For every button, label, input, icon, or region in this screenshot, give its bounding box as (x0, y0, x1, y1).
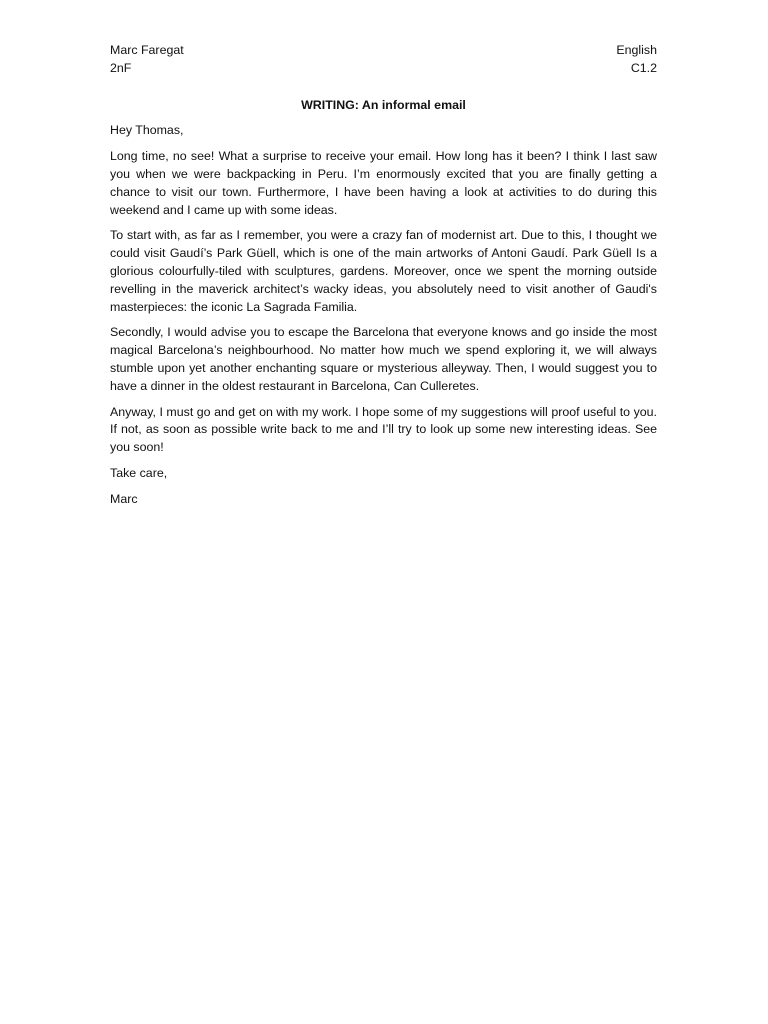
document-page (110, 42, 657, 509)
body-paragraph-1: Long time, no see! What a surprise to receive your email. How long has it been? I think I last saw you when we were backpacking in Peru. I’m enormously excited that you are finally getting a chance to visit our town. Furthermore, I have been having a look at activities to do during this weekend and I came up with some ideas. (110, 149, 657, 217)
email-signature: Marc (110, 491, 138, 506)
body-paragraph-4: Anyway, I must go and get on with my work. I hope some of my suggestions will proof useful to you. If not, as soon as possible write back to me and I’ll try to look up some new interesting ideas. See you soon! (110, 404, 657, 455)
header-row-1 (110, 42, 657, 60)
header-row-2 (110, 60, 657, 78)
body-paragraph-2: To start with, as far as I remember, you were a crazy fan of modernist art. Due to this, I thought we could visit Gaudí’s Park Güell, which is one of the main artworks of Antoni Gaudí. Park Güell Is a glorious colourfully-tiled with sculptures, gardens. Moreover, once we spent the morning outside revelling in the maverick architect’s wacky ideas, you absolutely need to visit another of Gaudi's masterpieces: the iconic La Sagrada Familia. (110, 228, 657, 314)
email-greeting: Hey Thomas, (110, 123, 184, 138)
subject-label: English (616, 43, 657, 57)
class-group: 2nF (110, 60, 132, 75)
document-title: WRITING: An informal email (301, 97, 466, 112)
body-paragraph-3: Secondly, I would advise you to escape the Barcelona that everyone knows and go inside the most magical Barcelona’s neighbourhood. No matter how much we spend exploring it, we will always stumble upon yet another enchanting square or mysterious alleyway. Then, I would suggest you to have a dinner in the oldest restaurant in Barcelona, Can Culleretes. (110, 325, 657, 393)
student-name: Marc Faregat (110, 43, 184, 57)
email-closing: Take care, (110, 465, 168, 480)
level-label: C1.2 (630, 60, 657, 75)
